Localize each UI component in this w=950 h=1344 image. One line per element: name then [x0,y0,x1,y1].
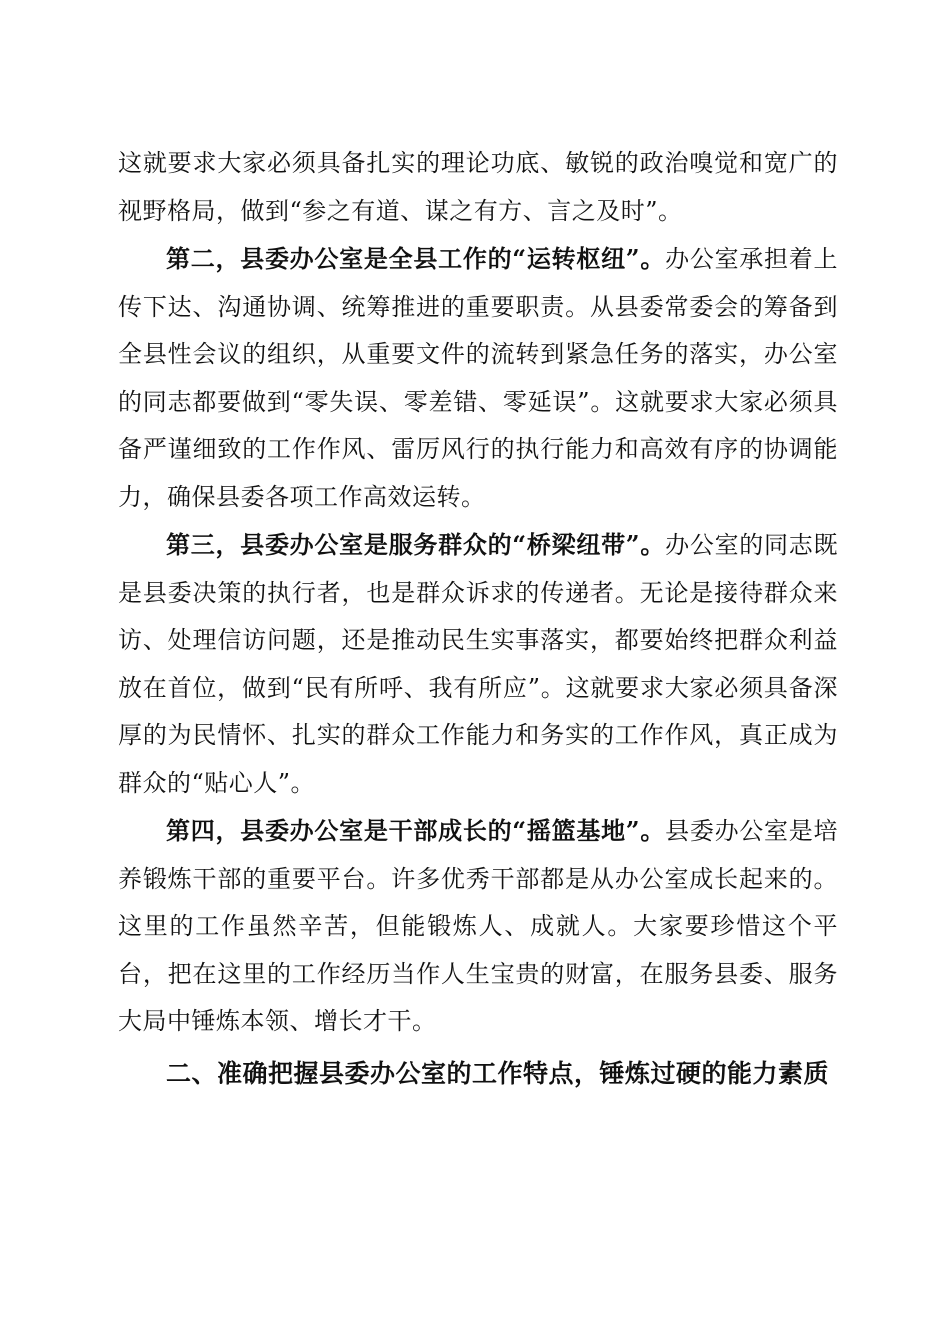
section-heading: 二、准确把握县委办公室的工作特点，锤炼过硬的能力素质 [166,1058,830,1088]
paragraph-continuation [118,140,838,235]
paragraph-text: 县委办公室是培养锻炼干部的重要平台。许多优秀干部都是从办公室成长起来的。这里的工作虽然辛苦，但能锻炼人、成就人。大家要珍惜这个平台，把在这里的工作经历当作人生宝贵的财富，在服务县委、服务大局中锤炼本领、增长才干。 [118,817,839,1035]
paragraph-text: 这就要求大家必须具备扎实的理论功底、敏锐的政治嗅觉和宽广的视野格局，做到“参之有道、谋之有方、言之及时”。 [118,149,838,225]
paragraph-text: 办公室承担着上传下达、沟通协调、统筹推进的重要职责。从县委常委会的筹备到全县性会议的组织，从重要文件的流转到紧急任务的落实，办公室的同志都要做到“零失误、零差错、零延误”。这就要求大家必须具备严谨细致的工作作风、雷厉风行的执行能力和高效有序的协调能力，确保县委各项工作高效运转。 [118,245,839,511]
paragraph-lead: 第二，县委办公室是全县工作的“运转枢纽”。 [166,244,666,273]
paragraph-fourth-point [118,807,838,1046]
paragraph-lead: 第三，县委办公室是服务群众的“桥梁纽带”。 [166,530,666,559]
paragraph-lead: 第四，县委办公室是干部成长的“摇篮基地”。 [166,816,666,845]
paragraph-text: 办公室的同志既是县委决策的执行者，也是群众诉求的传递者。无论是接待群众来访、处理信访问题，还是推动民生实事落实，都要始终把群众利益放在首位，做到“民有所呼、我有所应”。这就要求大家必须具备深厚的为民情怀、扎实的群众工作能力和务实的工作作风，真正成为群众的“贴心人”。 [118,531,839,797]
paragraph-third-point [118,521,838,807]
paragraph-second-point [118,235,838,521]
document-body [118,140,838,1101]
